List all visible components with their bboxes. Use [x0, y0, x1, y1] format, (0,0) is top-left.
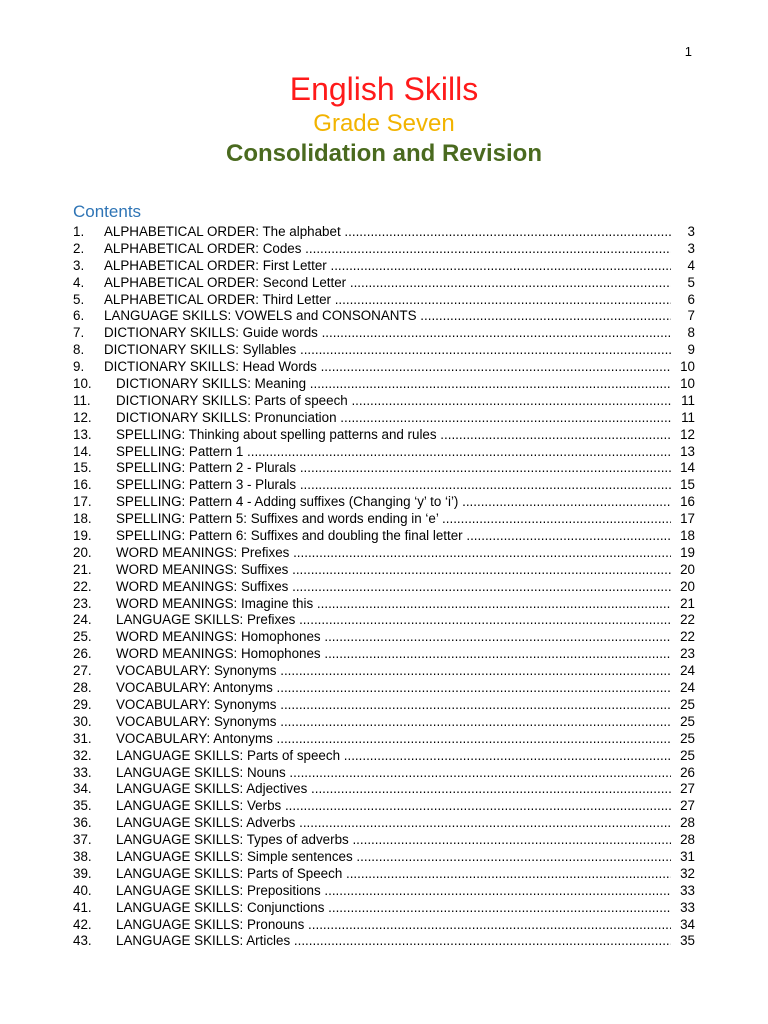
toc-entry-number: 11.	[73, 392, 91, 408]
toc-entry-page: 25	[680, 747, 695, 763]
toc-entry[interactable]	[73, 663, 695, 680]
toc-entry[interactable]	[73, 832, 695, 849]
contents-heading: Contents	[73, 202, 142, 221]
toc-entry[interactable]	[73, 342, 695, 359]
toc-entry[interactable]	[73, 393, 695, 410]
toc-entry-page: 11	[681, 409, 695, 425]
toc-entry-number: 25.	[73, 629, 92, 645]
toc-entry-title: LANGUAGE SKILLS: Types of adverbs .....	[116, 832, 671, 849]
toc-entry-page: 14	[680, 460, 695, 476]
toc-entry-title: ALPHABETICAL ORDER: Codes .....	[104, 241, 671, 258]
toc-entry-title: ALPHABETICAL ORDER: Second Letter .....	[104, 275, 671, 292]
toc-entry[interactable]	[73, 528, 695, 545]
toc-entry-page: 23	[680, 646, 695, 662]
toc-entry-page: 13	[680, 443, 695, 459]
toc-entry-title: ALPHABETICAL ORDER: First Letter .....	[104, 258, 671, 275]
toc-entry-number: 12.	[73, 409, 92, 425]
toc-entry-number: 10.	[73, 376, 92, 392]
toc-entry-title: WORD MEANINGS: Homophones .....	[116, 629, 671, 646]
toc-entry[interactable]	[73, 308, 695, 325]
toc-entry-title: WORD MEANINGS: Imagine this .....	[116, 596, 671, 613]
toc-entry-title: DICTIONARY SKILLS: Parts of speech .....	[116, 393, 671, 410]
document-title: English Skills	[289, 71, 479, 107]
toc-entry-number: 16.	[73, 477, 92, 493]
document-subtitle: Grade Seven	[313, 110, 455, 137]
toc-entry-title: SPELLING: Pattern 4 - Adding suffixes (Changing ‘y’ to ‘i’) .....	[116, 494, 671, 511]
toc-entry-number: 32.	[73, 747, 92, 763]
toc-entry-page: 24	[680, 680, 695, 696]
toc-entry[interactable]	[73, 275, 695, 292]
toc-entry[interactable]	[73, 815, 695, 832]
toc-entry-title: VOCABULARY: Antonyms .....	[116, 680, 671, 697]
toc-entry-title: WORD MEANINGS: Prefixes .....	[116, 545, 671, 562]
toc-entry-number: 30.	[73, 713, 92, 729]
toc-entry[interactable]	[73, 697, 695, 714]
toc-entry-page: 20	[680, 578, 695, 594]
page-number: 1	[684, 44, 692, 59]
toc-entry-page: 31	[680, 848, 695, 864]
toc-entry-title: VOCABULARY: Synonyms .....	[116, 697, 671, 714]
toc-entry[interactable]	[73, 444, 695, 461]
toc-entry[interactable]	[73, 596, 695, 613]
toc-entry-number: 43.	[73, 933, 92, 949]
toc-entry[interactable]	[73, 933, 695, 950]
toc-entry-page: 35	[680, 933, 695, 949]
toc-entry-title: LANGUAGE SKILLS: Conjunctions .....	[116, 900, 671, 917]
toc-entry-page: 34	[680, 916, 695, 932]
toc-entry-number: 22.	[73, 578, 92, 594]
toc-entry[interactable]	[73, 427, 695, 444]
toc-entry[interactable]	[73, 917, 695, 934]
toc-entry-number: 15.	[73, 460, 92, 476]
toc-entry-title: LANGUAGE SKILLS: Verbs .....	[116, 798, 671, 815]
toc-entry[interactable]	[73, 241, 695, 258]
toc-entry[interactable]	[73, 359, 695, 376]
toc-entry-page: 22	[680, 629, 695, 645]
toc-entry[interactable]	[73, 849, 695, 866]
toc-entry-page: 25	[680, 713, 695, 729]
toc-entry-title: DICTIONARY SKILLS: Syllables .....	[104, 342, 671, 359]
toc-entry-number: 8.	[73, 342, 85, 358]
toc-entry-page: 6	[687, 291, 695, 307]
toc-entry-page: 32	[680, 865, 695, 881]
toc-entry-title: SPELLING: Pattern 2 - Plurals .....	[116, 460, 671, 477]
toc-entry-number: 39.	[73, 865, 92, 881]
toc-entry[interactable]	[73, 629, 695, 646]
toc-entry-number: 21.	[73, 561, 92, 577]
toc-entry-title: LANGUAGE SKILLS: Nouns .....	[116, 765, 671, 782]
toc-entry-number: 42.	[73, 916, 92, 932]
toc-entry-page: 25	[680, 730, 695, 746]
toc-entry-page: 12	[680, 426, 695, 442]
document-subtitle-secondary: Consolidation and Revision	[225, 140, 543, 167]
toc-entry[interactable]	[73, 410, 695, 427]
toc-entry[interactable]	[73, 376, 695, 393]
toc-entry-title: SPELLING: Pattern 3 - Plurals .....	[116, 477, 671, 494]
toc-entry-number: 41.	[73, 899, 92, 915]
toc-entry[interactable]	[73, 680, 695, 697]
toc-entry[interactable]	[73, 460, 695, 477]
toc-entry-title: LANGUAGE SKILLS: VOWELS and CONSONANTS .....	[104, 308, 671, 325]
toc-entry-page: 25	[680, 696, 695, 712]
toc-entry-number: 20.	[73, 544, 92, 560]
toc-entry[interactable]	[73, 731, 695, 748]
toc-entry-page: 3	[687, 224, 695, 239]
toc-entry-number: 3.	[73, 257, 85, 273]
toc-entry-page: 28	[680, 815, 695, 831]
toc-entry-title: SPELLING: Pattern 5: Suffixes and words ending in ‘e’ .....	[116, 511, 671, 528]
toc-entry-title: SPELLING: Pattern 1 .....	[116, 444, 671, 461]
toc-entry-page: 21	[680, 595, 695, 611]
toc-entry-title: LANGUAGE SKILLS: Parts of Speech .....	[116, 866, 671, 883]
toc-entry-title: ALPHABETICAL ORDER: Third Letter .....	[104, 292, 671, 309]
toc-entry-title: LANGUAGE SKILLS: Simple sentences .....	[116, 849, 671, 866]
toc-entry-page: 4	[687, 257, 695, 273]
toc-entry-number: 29.	[73, 696, 92, 712]
toc-entry[interactable]	[73, 224, 695, 241]
toc-entry-number: 9.	[73, 359, 85, 375]
toc-entry[interactable]	[73, 494, 695, 511]
toc-entry-number: 17.	[73, 494, 92, 510]
toc-entry-title: LANGUAGE SKILLS: Articles .....	[116, 933, 671, 950]
toc-entry[interactable]	[73, 477, 695, 494]
toc-entry-title: LANGUAGE SKILLS: Parts of speech .....	[116, 748, 671, 765]
toc-entry-number: 5.	[73, 291, 85, 307]
toc-entry-title: WORD MEANINGS: Suffixes .....	[116, 579, 671, 596]
toc-entry[interactable]	[73, 258, 695, 275]
toc-entry-page: 9	[687, 342, 695, 358]
toc-entry-number: 2.	[73, 240, 85, 256]
toc-entry[interactable]	[73, 545, 695, 562]
toc-entry-number: 34.	[73, 781, 92, 797]
toc-entry[interactable]	[73, 866, 695, 883]
toc-entry[interactable]	[73, 798, 695, 815]
toc-entry-title: WORD MEANINGS: Suffixes .....	[116, 562, 671, 579]
toc-entry-number: 31.	[73, 730, 92, 746]
toc-entry-number: 14.	[73, 443, 92, 459]
toc-entry[interactable]	[73, 562, 695, 579]
toc-entry-page: 5	[687, 274, 695, 290]
toc-entry-number: 7.	[73, 325, 85, 341]
toc-entry-number: 27.	[73, 663, 92, 679]
toc-entry-title: ALPHABETICAL ORDER: The alphabet .....	[104, 224, 671, 241]
toc-entry-page: 15	[680, 477, 695, 493]
toc-entry-page: 33	[680, 899, 695, 915]
toc-entry[interactable]	[73, 748, 695, 765]
toc-entry[interactable]	[73, 511, 695, 528]
toc-entry[interactable]	[73, 612, 695, 629]
toc-entry[interactable]	[73, 579, 695, 596]
toc-entry-page: 10	[680, 376, 695, 392]
toc-entry[interactable]	[73, 883, 695, 900]
toc-entry-number: 37.	[73, 832, 92, 848]
toc-entry-number: 36.	[73, 815, 92, 831]
toc-entry-page: 33	[680, 882, 695, 898]
toc-entry-title: VOCABULARY: Synonyms .....	[116, 663, 671, 680]
toc-entry-page: 10	[680, 359, 695, 375]
toc-entry[interactable]	[73, 325, 695, 342]
toc-entry-number: 33.	[73, 764, 92, 780]
toc-entry[interactable]	[73, 646, 695, 663]
toc-entry-title: DICTIONARY SKILLS: Pronunciation .....	[116, 410, 671, 427]
toc-entry-title: LANGUAGE SKILLS: Adverbs .....	[116, 815, 671, 832]
toc-entry-title: SPELLING: Pattern 6: Suffixes and doubling the final letter .....	[116, 528, 671, 545]
toc-entry-page: 28	[680, 832, 695, 848]
toc-entry-number: 24.	[73, 612, 92, 628]
toc-entry-number: 1.	[73, 224, 85, 239]
toc-entry-page: 26	[680, 764, 695, 780]
toc-entry-page: 27	[680, 781, 695, 797]
table-of-contents	[73, 224, 695, 950]
toc-entry-title: LANGUAGE SKILLS: Prepositions .....	[116, 883, 671, 900]
toc-entry-number: 6.	[73, 308, 85, 324]
toc-entry-page: 24	[680, 663, 695, 679]
toc-entry-title: SPELLING: Thinking about spelling patterns and rules .....	[116, 427, 671, 444]
toc-entry-page: 20	[680, 561, 695, 577]
toc-entry[interactable]	[73, 714, 695, 731]
toc-entry[interactable]	[73, 781, 695, 798]
toc-entry-title: DICTIONARY SKILLS: Meaning .....	[116, 376, 671, 393]
toc-entry-title: VOCABULARY: Antonyms .....	[116, 731, 671, 748]
toc-entry-title: DICTIONARY SKILLS: Head Words .....	[104, 359, 671, 376]
toc-entry-page: 7	[687, 308, 695, 324]
toc-entry-page: 17	[680, 511, 695, 527]
toc-entry-page: 3	[687, 240, 695, 256]
toc-entry-page: 27	[680, 798, 695, 814]
toc-entry-title: LANGUAGE SKILLS: Adjectives .....	[116, 781, 671, 798]
toc-entry-title: LANGUAGE SKILLS: Prefixes .....	[116, 612, 671, 629]
toc-entry-number: 23.	[73, 595, 92, 611]
toc-entry[interactable]	[73, 292, 695, 309]
toc-entry-page: 22	[680, 612, 695, 628]
toc-entry-page: 8	[687, 325, 695, 341]
toc-entry-number: 13.	[73, 426, 92, 442]
toc-entry-title: WORD MEANINGS: Homophones .....	[116, 646, 671, 663]
toc-entry-page: 16	[680, 494, 695, 510]
toc-entry-title: LANGUAGE SKILLS: Pronouns .....	[116, 917, 671, 934]
toc-entry[interactable]	[73, 765, 695, 782]
toc-entry-number: 19.	[73, 528, 92, 544]
toc-entry-page: 19	[680, 544, 695, 560]
toc-entry-title: DICTIONARY SKILLS: Guide words .....	[104, 325, 671, 342]
toc-entry-number: 35.	[73, 798, 92, 814]
toc-entry-number: 4.	[73, 274, 85, 290]
toc-entry-number: 18.	[73, 511, 92, 527]
toc-entry-title: VOCABULARY: Synonyms .....	[116, 714, 671, 731]
toc-entry-number: 26.	[73, 646, 92, 662]
toc-entry[interactable]	[73, 900, 695, 917]
toc-entry-page: 18	[680, 528, 695, 544]
toc-entry-number: 38.	[73, 848, 92, 864]
toc-entry-page: 11	[681, 392, 695, 408]
toc-entry-number: 40.	[73, 882, 92, 898]
toc-entry-number: 28.	[73, 680, 92, 696]
